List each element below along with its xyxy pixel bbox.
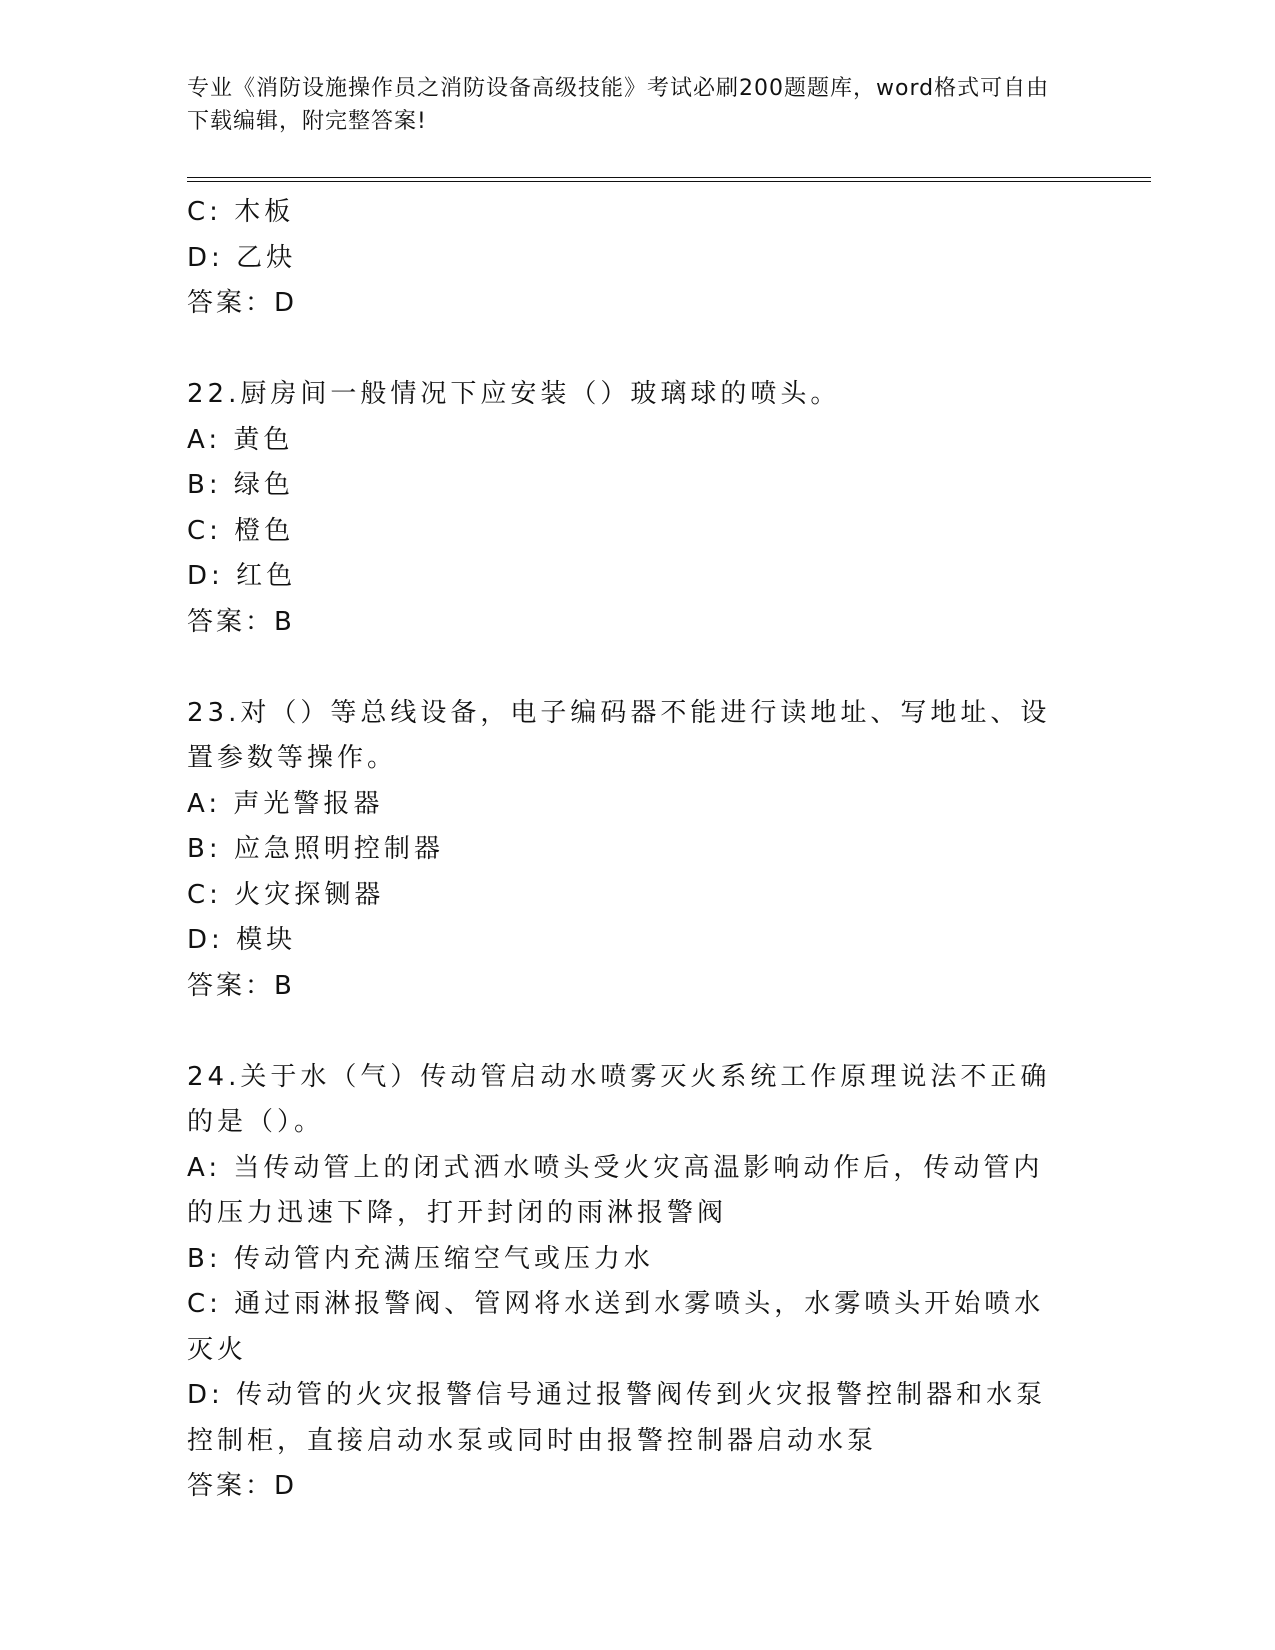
- option-d: D: 乙炔: [187, 242, 297, 273]
- option-c: C: 通过雨淋报警阀、管网将水送到水雾喷头，水雾喷头开始喷水灭火: [187, 1289, 1045, 1365]
- option-d: D: 模块: [187, 925, 297, 955]
- option-a: A: 当传动管上的闭式洒水喷头受火灾高温影响动作后，传动管内的压力迅速下降，打开封闭的雨淋报警阀: [187, 1152, 1044, 1228]
- option-b: B: 应急照明控制器: [187, 834, 444, 864]
- question-stem: 22.厨房间一般情况下应安装（）玻璃球的喷头。: [187, 379, 841, 409]
- option-a: A: 黄色: [187, 424, 294, 455]
- answer-line: 答案：B: [187, 606, 295, 637]
- document-header: 专业《消防设施操作员之消防设备高级技能》考试必刷200题题库，word格式可自由下载编辑，附完整答案!: [187, 76, 1050, 134]
- option-c: C: 木板: [187, 197, 295, 227]
- answer-line: 答案：D: [187, 1471, 298, 1501]
- option-a: A: 声光警报器: [187, 788, 384, 819]
- answer-line: 答案：D: [187, 288, 298, 318]
- option-d: D: 红色: [187, 561, 297, 591]
- option-b: B: 传动管内充满压缩空气或压力水: [187, 1243, 654, 1274]
- spacer: [187, 645, 1067, 691]
- question-stem: 24.关于水（气）传动管启动水喷雾灭火系统工作原理说法不正确的是（）。: [187, 1061, 1051, 1137]
- option-c: C: 火灾探铡器: [187, 879, 385, 910]
- question-stem: 23.对（）等总线设备，电子编码器不能进行读地址、写地址、设置参数等操作。: [187, 697, 1051, 773]
- spacer: [187, 1009, 1067, 1055]
- option-c: C: 橙色: [187, 515, 295, 546]
- question-content: [187, 190, 1067, 1510]
- spacer: [187, 327, 1067, 373]
- option-b: B: 绿色: [187, 470, 294, 500]
- option-d: D: 传动管的火灾报警信号通过报警阀传到火灾报警控制器和水泵控制柜，直接启动水泵或同时由报警控制器启动水泵: [187, 1380, 1047, 1456]
- header-divider: [187, 177, 1151, 182]
- answer-line: 答案：B: [187, 970, 295, 1001]
